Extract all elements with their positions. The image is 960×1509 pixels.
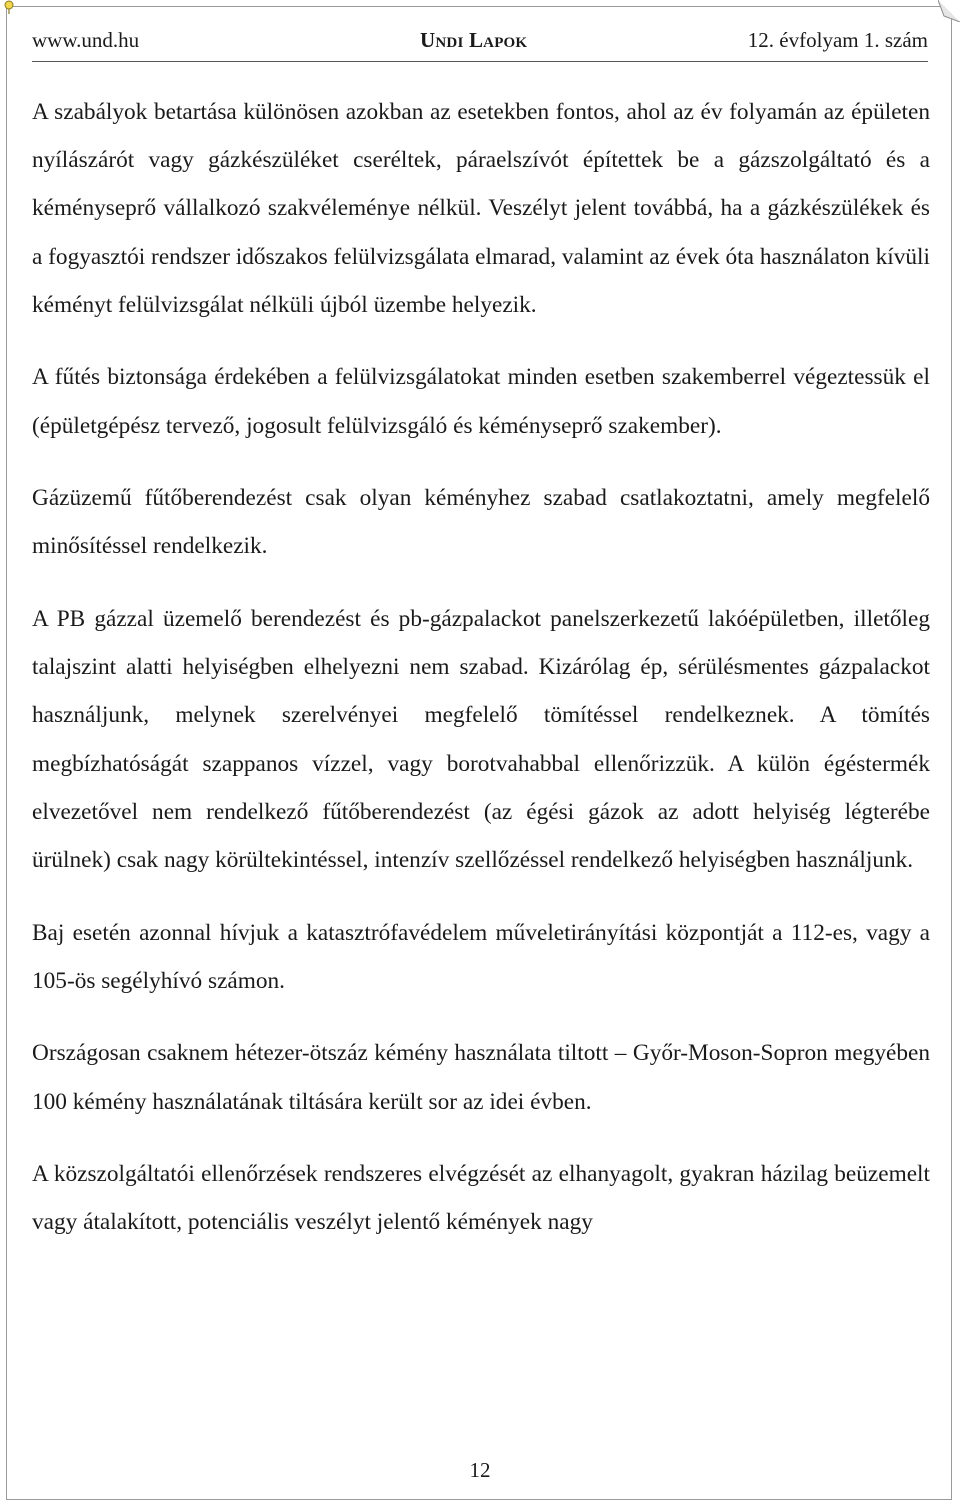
paragraph: A fűtés biztonsága érdekében a felülvizsgálatokat minden esetben szakemberrel végeztessük el (épületgépész tervező, jogosult felülvizsgáló és kéményseprő szakember). xyxy=(32,364,930,439)
page-number: 12 xyxy=(469,1458,491,1482)
journal-smallcaps-1: NDI xyxy=(435,35,464,51)
running-header xyxy=(32,26,928,56)
site-url: www.und.hu xyxy=(32,28,140,52)
paragraph: Baj esetén azonnal hívjuk a katasztrófavédelem műveletirányítási központját a 112-es, vagy a 105-ös segélyhívó számon. xyxy=(32,919,930,994)
journal-smallcaps-2: APOK xyxy=(483,35,528,51)
journal-title xyxy=(420,28,527,53)
journal-initial-2: L xyxy=(468,28,484,52)
issue-label: 12. évfolyam 1. szám xyxy=(747,28,928,52)
paragraph: A PB gázzal üzemelő berendezést és pb-gázpalackot panelszerkezetű lakóépületben, illetőleg talajszint alatti helyiségben elhelyezni nem szabad. Kizárólag ép, sérülésmentes gázpalackot használjunk, melynek szerelvényei megfelelő tömítéssel rendelkeznek. A tömítés megbízhatóságát szappanos vízzel, vagy borotvahabbal ellenőrizzük. A külön égéstermék elvezetővel nem rendelkező fűtőberendezést (az égési gázok az adott helyiség légterébe ürülnek) csak nagy körültekintéssel, intenzív szellőzéssel rendelkező helyiségben használjunk. xyxy=(32,606,930,874)
paragraph: A közszolgáltatói ellenőrzések rendszeres elvégzését az elhanyagolt, gyakran házilag beüzemelt vagy átalakított, potenciális veszélyt jelentő kémények nagy xyxy=(32,1161,930,1236)
page-curl-icon xyxy=(938,0,960,22)
paragraph: Országosan csaknem hétezer-ötszáz kémény használata tiltott – Győr-Moson-Sopron megyében 100 kémény használatának tiltására került sor az idei évben. xyxy=(32,1040,930,1115)
article-body xyxy=(32,88,930,1271)
journal-initial-1: U xyxy=(420,28,436,52)
paragraph: A szabályok betartása különösen azokban az esetekben fontos, ahol az év folyamán az épületen nyílászárót vagy gázkészüléket cseréltek, páraelszívót építettek be a gázszolgáltató és a kéményseprő vállalkozó szakvéleménye nélkül. Veszélyt jelent továbbá, ha a gázkészülékek és a fogyasztói rendszer időszakos felülvizsgálata elmarad, valamint az évek óta használaton kívüli kéményt felülvizsgálat nélküli újból üzembe helyezik. xyxy=(32,99,930,318)
bookmark-pin-icon xyxy=(2,0,16,14)
header-divider xyxy=(32,61,928,62)
paragraph: Gázüzemű fűtőberendezést csak olyan kéményhez szabad csatlakoztatni, amely megfelelő minősítéssel rendelkezik. xyxy=(32,485,930,560)
